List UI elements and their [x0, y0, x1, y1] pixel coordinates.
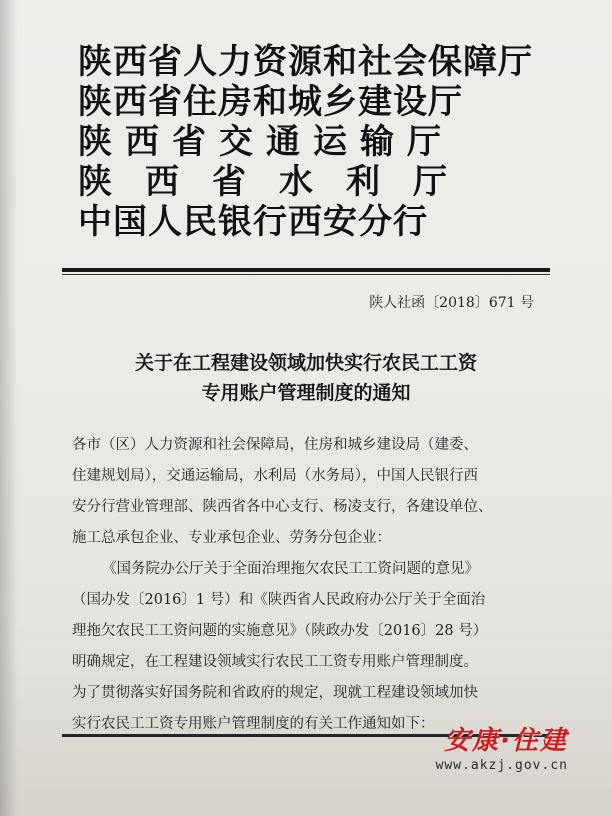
- agency-line: 中国人民银行西安分行: [78, 202, 428, 242]
- body-line: 为了贯彻落实好国务院和省政府的规定，现就工程建设领域加快: [72, 685, 478, 701]
- agency-line: 陕西省交通运输厅: [78, 122, 454, 162]
- body-line: 安分行营业管理部、陕西省各中心支行、杨凌支行，各建设单位、: [72, 499, 493, 515]
- body-line: 理拖欠农民工工资问题的实施意见》（陕政办发〔2016〕28 号）: [72, 623, 488, 639]
- agency-line: 陕西省人力资源和社会保障厅: [78, 42, 533, 82]
- agency-line: 陕西省住房和城乡建设厅: [78, 82, 463, 122]
- site-watermark: 安康·住建: [444, 726, 568, 756]
- notice-body: [72, 430, 542, 740]
- body-line: 明确规定，在工程建设领域实行农民工工资专用账户管理制度。: [72, 654, 478, 670]
- issuing-agencies-header: [78, 42, 538, 242]
- body-line: 施工总承包企业、专业承包企业、劳务分包企业：: [72, 530, 391, 546]
- body-line: 各市（区）人力资源和社会保障局，住房和城乡建设局（建委、: [72, 437, 478, 453]
- notice-title-line-2: 专用账户管理制度的通知: [201, 382, 411, 404]
- header-divider-thin: [62, 274, 550, 275]
- body-line: 《国务院办公厅关于全面治理拖欠农民工工资问题的意见》: [102, 561, 479, 577]
- body-line: （国办发〔2016〕1 号）和《陕西省人民政府办公厅关于全面治: [72, 592, 486, 608]
- notice-title-line-1: 关于在工程建设领域加快实行农民工工资: [134, 352, 477, 374]
- header-divider-thick: [62, 268, 550, 272]
- page-edge-shadow: [0, 0, 18, 816]
- document-number: 陕人社函〔2018〕671 号: [369, 295, 534, 311]
- body-line: 住建规划局），交通运输局，水利局（水务局），中国人民银行西: [72, 468, 478, 484]
- watermark-url: www.akzj.gov.cn: [435, 758, 568, 773]
- agency-line: 陕西省水利厅: [78, 162, 480, 202]
- body-line: 实行农民工工资专用账户管理制度的有关工作通知如下：: [72, 716, 435, 732]
